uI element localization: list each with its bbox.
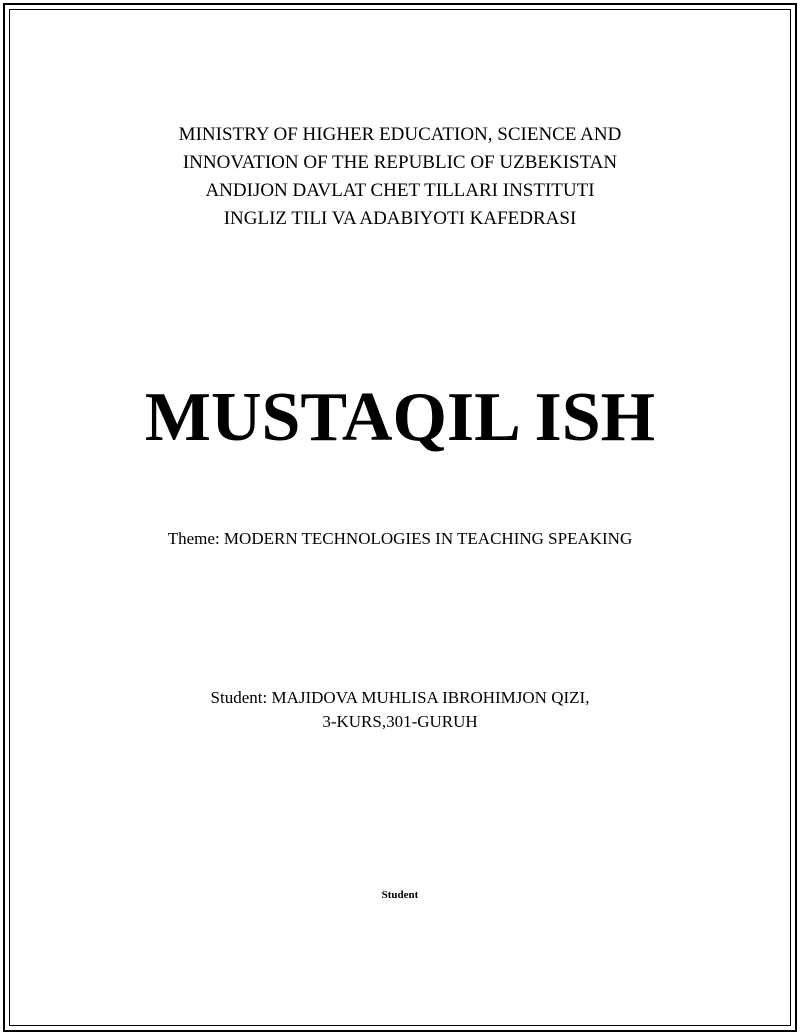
header-line: ANDIJON DAVLAT CHET TILLARI INSTITUTI <box>205 180 595 201</box>
student-group: 3-KURS,301-GURUH <box>322 712 478 731</box>
theme-line: Theme: MODERN TECHNOLOGIES IN TEACHING SPEAKING <box>167 529 633 548</box>
document-title: MUSTAQIL ISH <box>144 379 656 456</box>
header-line: MINISTRY OF HIGHER EDUCATION, SCIENCE AND <box>178 124 622 145</box>
header-line: INGLIZ TILI VA ADABIYOTI KAFEDRASI <box>223 208 577 229</box>
header-line: INNOVATION OF THE REPUBLIC OF UZBEKISTAN <box>182 152 618 173</box>
student-name: Student: MAJIDOVA MUHLISA IBROHIMJON QIZI, <box>210 688 590 707</box>
institution-header <box>0 121 800 233</box>
student-info <box>0 686 800 734</box>
footer-student-label: Student <box>381 889 419 901</box>
